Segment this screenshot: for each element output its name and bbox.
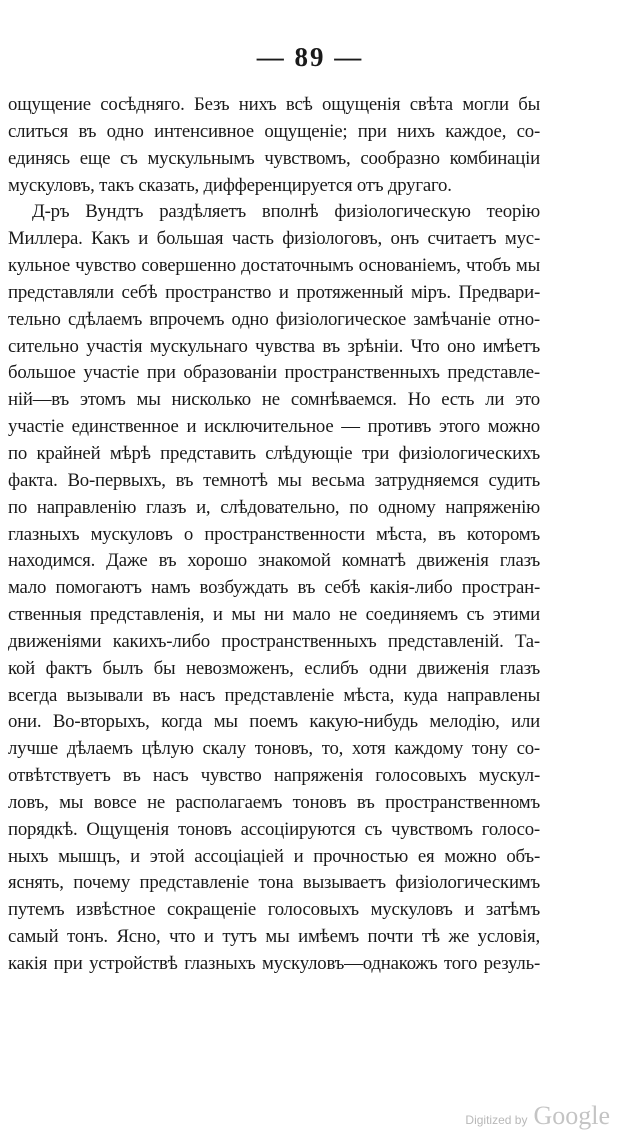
- google-logo: Google: [533, 1101, 610, 1130]
- text-line: участіе единственное и исключительное — противъ этого можно: [8, 416, 540, 438]
- text-line: представляли себѣ пространство и протяженный міръ. Предвари-: [8, 281, 540, 303]
- body-text: [8, 92, 540, 978]
- watermark-prefix: Digitized by: [465, 1113, 528, 1127]
- text-line: движеніями какихъ-либо пространственныхъ представленій. Та-: [8, 630, 540, 652]
- text-line: большое участіе при образованіи пространственныхъ представле-: [8, 362, 540, 384]
- text-line: они. Во-вторыхъ, когда мы поемъ какую-нибудь мелодію, или: [8, 711, 540, 733]
- text-line: по крайней мѣрѣ представить слѣдующіе три физіологическихъ: [8, 442, 540, 464]
- text-line: единясь еще съ мускульнымъ чувствомъ, сообразно комбинаціи: [8, 147, 540, 169]
- text-line: отвѣтствуетъ въ насъ чувство напряженія голосовыхъ мускул-: [8, 765, 540, 787]
- text-line: ній—въ этомъ мы нисколько не сомнѣваемся. Но есть ли это: [8, 389, 540, 411]
- text-line: ныхъ мышцъ, и этой ассоціаціей и прочностью ея можно объ-: [8, 845, 540, 867]
- text-line: самый тонъ. Ясно, что и тутъ мы имѣемъ почти тѣ же условія,: [8, 926, 540, 948]
- text-line: лучше дѣлаемъ цѣлую скалу тоновъ, то, хотя каждому тону со-: [8, 738, 540, 760]
- text-line: ственныя представленія, и мы ни мало не соединяемъ съ этими: [8, 604, 540, 626]
- text-line: находимся. Даже въ хорошо знакомой комнатѣ движенія глазъ: [8, 550, 540, 572]
- text-line: кульное чувство совершенно достаточнымъ основаніемъ, чтобъ мы: [8, 255, 540, 277]
- text-line: ощущение сосѣдняго. Безъ нихъ всѣ ощущенія свѣта могли бы: [8, 94, 540, 115]
- text-line: мускуловъ, такъ сказать, дифференцируется отъ другаго.: [8, 174, 452, 196]
- text-line: глазныхъ мускуловъ о пространственности мѣста, въ которомъ: [8, 523, 540, 545]
- google-watermark: [465, 1101, 610, 1131]
- text-line: яснять, почему представленіе тона вызываетъ физіологическимъ: [8, 872, 540, 894]
- text-line: всегда вызывали въ насъ представленіе мѣста, куда направлены: [8, 684, 540, 706]
- text-line: путемъ извѣстное сокращеніе голосовыхъ мускуловъ и затѣмъ: [8, 899, 540, 921]
- text-line: какія при устройствѣ глазныхъ мускуловъ—однакожъ того резуль-: [8, 953, 540, 974]
- text-line: слиться въ одно интенсивное ощущеніе; при нихъ каждое, со-: [8, 120, 540, 142]
- text-line: Миллера. Какъ и большая часть физіологовъ, онъ считаетъ мус-: [8, 228, 540, 250]
- text-line: мало помогаютъ намъ возбуждать въ себѣ какія-либо простран-: [8, 577, 540, 599]
- text-line: по направленію глазъ и, слѣдовательно, по одному напряженію: [8, 496, 540, 518]
- text-line: порядкѣ. Ощущенія тоновъ ассоціируются съ чувствомъ голосо-: [8, 818, 540, 840]
- text-line: ловъ, мы вовсе не располагаемъ тоновъ въ пространственномъ: [8, 791, 540, 813]
- text-line: кой фактъ былъ бы невозможенъ, еслибъ одни движенія глазъ: [8, 657, 540, 679]
- text-line: Д-ръ Вундтъ раздѣляетъ вполнѣ физіологическую теорію: [32, 201, 540, 223]
- text-line: тельно сдѣлаемъ впрочемъ одно физіологическое замѣчаніе отно-: [8, 308, 540, 330]
- text-line: факта. Во-первыхъ, въ темнотѣ мы весьма затрудняемся судить: [8, 469, 540, 491]
- text-line: сительно участія мускульнаго чувства въ зрѣніи. Что оно имѣетъ: [8, 335, 540, 357]
- page-number: — 89 —: [256, 42, 364, 72]
